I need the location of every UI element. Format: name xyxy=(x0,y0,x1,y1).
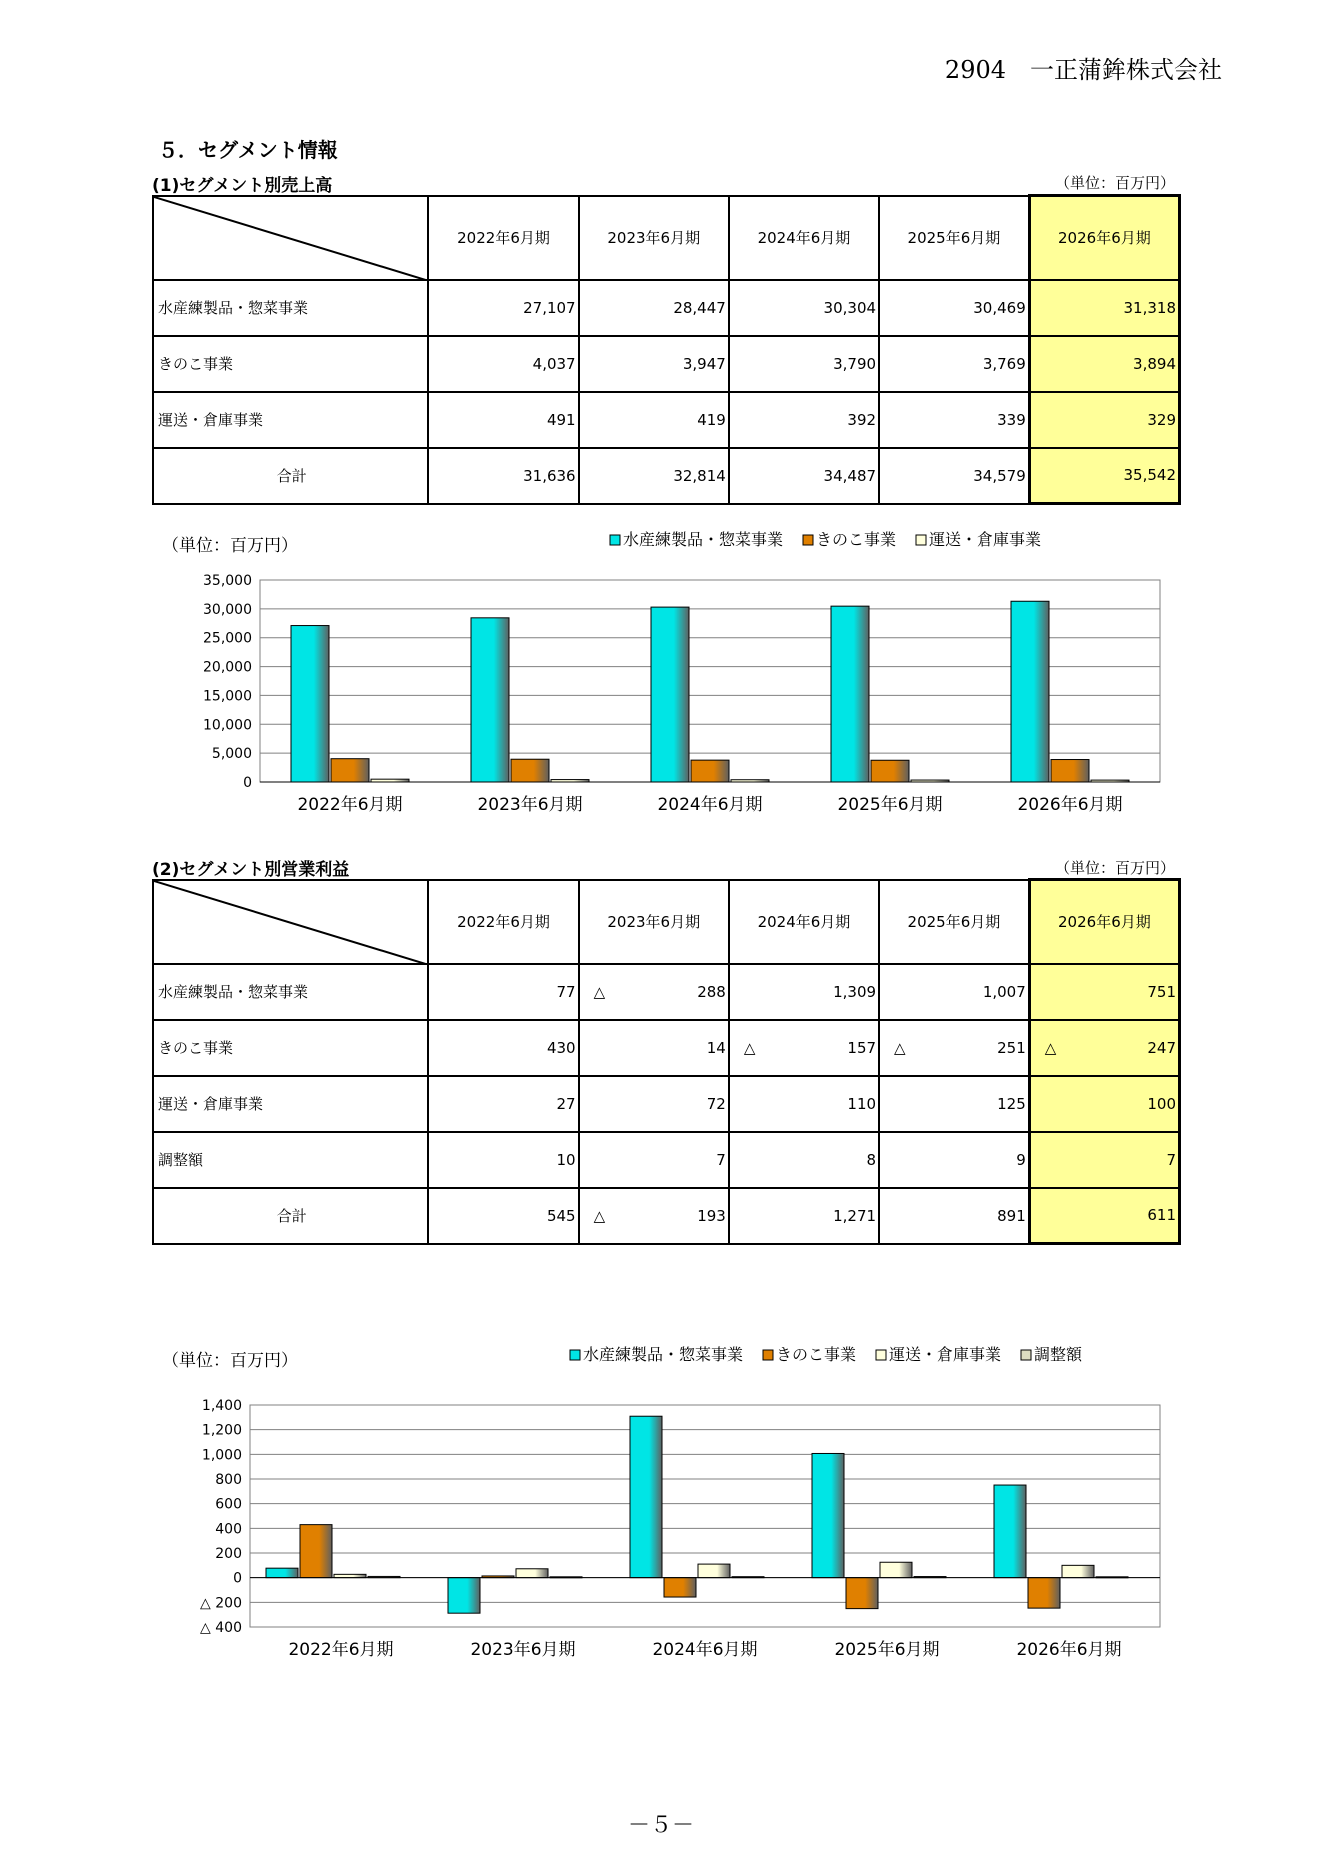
value-cell xyxy=(879,1076,1029,1132)
cell-value: 247 xyxy=(1147,1038,1176,1057)
cell-value: 31,318 xyxy=(1123,298,1176,317)
value-cell xyxy=(579,1076,729,1132)
value-cell xyxy=(729,1132,879,1188)
cell-value: 7 xyxy=(716,1150,726,1169)
cell-value: 28,447 xyxy=(673,298,726,317)
value-cell xyxy=(729,964,879,1020)
legend-swatch xyxy=(763,1350,773,1360)
y-tick-label: 600 xyxy=(215,1496,242,1513)
value-cell xyxy=(879,336,1029,392)
cell-value: 110 xyxy=(847,1094,877,1113)
cell-value: 3,790 xyxy=(833,354,877,373)
value-cell xyxy=(579,392,729,448)
bar xyxy=(831,606,869,782)
cell-value: 392 xyxy=(847,410,877,429)
cell-value: 10 xyxy=(556,1150,576,1169)
legend-label: 水産練製品・惣菜事業 xyxy=(623,530,784,549)
legend-label: 水産練製品・惣菜事業 xyxy=(583,1345,744,1364)
table-row xyxy=(153,448,1180,504)
corner-cell xyxy=(153,196,428,280)
y-tick-label: 5,000 xyxy=(211,746,252,763)
x-category-label: 2023年6月期 xyxy=(470,1640,576,1660)
value-cell xyxy=(729,392,879,448)
profit-unit-note: （単位：百万円） xyxy=(1055,859,1176,877)
diagonal-line xyxy=(154,197,428,280)
bar xyxy=(511,759,549,782)
value-cell xyxy=(579,1020,729,1076)
table-row xyxy=(153,392,1180,448)
section-title: ５．セグメント情報 xyxy=(158,138,338,162)
cell-value: 339 xyxy=(997,410,1026,429)
negative-marker: △ xyxy=(1044,1038,1057,1057)
value-cell xyxy=(428,336,578,392)
bar xyxy=(516,1569,548,1578)
bar xyxy=(651,607,689,782)
sales-unit-note: （単位：百万円） xyxy=(1055,174,1176,192)
bar xyxy=(871,760,909,782)
column-header: 2023年6月期 xyxy=(579,196,729,280)
legend-label: きのこ事業 xyxy=(816,530,897,549)
value-cell xyxy=(879,392,1029,448)
cell-value: 1,007 xyxy=(982,982,1026,1001)
value-cell xyxy=(579,448,729,504)
row-label: きのこ事業 xyxy=(153,1020,428,1076)
diagonal-line xyxy=(154,881,428,964)
value-cell xyxy=(428,448,578,504)
negative-marker: △ xyxy=(593,982,606,1001)
table-row xyxy=(153,1132,1180,1188)
profit-table-title: (2)セグメント別営業利益 xyxy=(152,860,350,880)
bar xyxy=(630,1416,662,1577)
cell-value: 35,542 xyxy=(1123,466,1176,485)
value-cell xyxy=(879,1020,1029,1076)
row-label: 水産練製品・惣菜事業 xyxy=(153,964,428,1020)
value-cell xyxy=(879,280,1029,336)
cell-value: 329 xyxy=(1147,410,1176,429)
value-cell xyxy=(579,1132,729,1188)
cell-value: 34,487 xyxy=(823,466,877,485)
value-cell xyxy=(428,1132,578,1188)
x-category-label: 2022年6月期 xyxy=(297,795,403,815)
column-header: 2025年6月期 xyxy=(879,196,1029,280)
bar xyxy=(1011,601,1049,782)
value-cell xyxy=(1029,1076,1179,1132)
column-header: 2022年6月期 xyxy=(428,196,578,280)
value-cell xyxy=(729,336,879,392)
cell-value: 77 xyxy=(556,982,576,1001)
value-cell xyxy=(1029,448,1179,504)
chart-unit-label: （単位：百万円） xyxy=(162,1351,298,1371)
x-category-label: 2024年6月期 xyxy=(652,1640,758,1660)
cell-value: 30,469 xyxy=(973,298,1026,317)
x-category-label: 2022年6月期 xyxy=(288,1640,394,1660)
x-category-label: 2026年6月期 xyxy=(1016,1640,1122,1660)
y-tick-label: 15,000 xyxy=(203,688,252,705)
bar xyxy=(698,1564,730,1578)
cell-value: 7 xyxy=(1166,1150,1176,1169)
profit-table xyxy=(152,878,1181,1245)
y-tick-label: 400 xyxy=(215,1521,242,1538)
value-cell xyxy=(428,1076,578,1132)
y-tick-label: 0 xyxy=(243,775,252,791)
y-tick-label: 35,000 xyxy=(203,573,252,589)
value-cell xyxy=(879,964,1029,1020)
legend-label: きのこ事業 xyxy=(776,1345,857,1364)
cell-value: 545 xyxy=(546,1206,576,1225)
value-cell xyxy=(579,1188,729,1244)
x-category-label: 2025年6月期 xyxy=(837,795,943,815)
y-tick-label: 1,400 xyxy=(201,1398,242,1414)
table-row xyxy=(153,1188,1180,1244)
cell-value: 8 xyxy=(866,1150,877,1169)
value-cell xyxy=(579,964,729,1020)
value-cell xyxy=(1029,1132,1179,1188)
cell-value: 27 xyxy=(556,1094,576,1113)
y-tick-label: 20,000 xyxy=(203,659,252,676)
y-tick-label: 800 xyxy=(215,1472,242,1488)
cell-value: 100 xyxy=(1147,1094,1176,1113)
column-header: 2025年6月期 xyxy=(879,880,1029,964)
y-tick-label: 1,000 xyxy=(201,1447,242,1464)
cell-value: 4,037 xyxy=(532,354,576,373)
y-tick-label: 10,000 xyxy=(203,717,252,734)
y-tick-label: 25,000 xyxy=(203,630,252,647)
bar xyxy=(812,1453,844,1577)
legend-swatch xyxy=(916,535,926,545)
cell-value: 3,894 xyxy=(1133,354,1176,373)
y-tick-label: 200 xyxy=(215,1546,242,1562)
cell-value: 27,107 xyxy=(523,298,576,317)
row-label: 運送・倉庫事業 xyxy=(153,392,428,448)
cell-value: 72 xyxy=(706,1094,726,1113)
legend-swatch xyxy=(803,535,813,545)
cell-value: 430 xyxy=(546,1038,576,1057)
cell-value: 3,769 xyxy=(982,354,1026,373)
cell-value: 125 xyxy=(997,1094,1026,1113)
table-row xyxy=(153,280,1180,336)
value-cell xyxy=(879,1188,1029,1244)
chart-unit-label: （単位：百万円） xyxy=(162,536,298,556)
value-cell xyxy=(729,448,879,504)
cell-value: 32,814 xyxy=(673,466,726,485)
bar xyxy=(846,1578,878,1609)
x-category-label: 2024年6月期 xyxy=(657,795,763,815)
legend-swatch xyxy=(1021,1350,1031,1360)
bar xyxy=(331,759,369,782)
negative-marker: △ xyxy=(593,1206,606,1225)
bar xyxy=(266,1568,298,1577)
value-cell xyxy=(1029,964,1179,1020)
row-label: 水産練製品・惣菜事業 xyxy=(153,280,428,336)
column-header: 2024年6月期 xyxy=(729,196,879,280)
cell-value: 31,636 xyxy=(523,466,576,485)
value-cell xyxy=(729,280,879,336)
cell-value: 157 xyxy=(847,1038,877,1057)
value-cell xyxy=(1029,1020,1179,1076)
value-cell xyxy=(1029,1188,1179,1244)
cell-value: 751 xyxy=(1147,982,1176,1001)
legend-label: 運送・倉庫事業 xyxy=(889,1345,1002,1364)
value-cell xyxy=(579,336,729,392)
y-tick-label: 30,000 xyxy=(203,601,252,618)
x-category-label: 2026年6月期 xyxy=(1017,795,1123,815)
column-header: 2026年6月期 xyxy=(1029,196,1179,280)
value-cell xyxy=(879,448,1029,504)
sales-chart xyxy=(150,525,1180,825)
bar xyxy=(880,1562,912,1577)
bar xyxy=(300,1525,332,1578)
bar xyxy=(291,626,329,782)
legend-label: 調整額 xyxy=(1034,1345,1083,1364)
company-header: 2904 一正蒲鉾株式会社 xyxy=(944,56,1222,84)
cell-value: 611 xyxy=(1147,1206,1176,1225)
cell-value: 288 xyxy=(697,982,726,1001)
cell-value: 9 xyxy=(1016,1150,1026,1169)
cell-value: 491 xyxy=(546,410,576,429)
value-cell xyxy=(428,280,578,336)
y-tick-label: 0 xyxy=(233,1570,242,1587)
cell-value: 30,304 xyxy=(823,298,877,317)
cell-value: 1,309 xyxy=(833,982,877,1001)
value-cell xyxy=(428,964,578,1020)
value-cell xyxy=(428,1188,578,1244)
bar xyxy=(1051,760,1089,782)
legend-swatch xyxy=(610,535,620,545)
cell-value: 1,271 xyxy=(833,1206,877,1225)
value-cell xyxy=(428,392,578,448)
page-number: －５－ xyxy=(627,1813,694,1838)
row-label: きのこ事業 xyxy=(153,336,428,392)
corner-cell xyxy=(153,880,428,964)
sales-table xyxy=(152,194,1181,505)
bar xyxy=(471,618,509,782)
value-cell xyxy=(1029,392,1179,448)
row-label: 運送・倉庫事業 xyxy=(153,1076,428,1132)
column-header: 2026年6月期 xyxy=(1029,880,1179,964)
row-label: 合計 xyxy=(153,448,428,504)
bar xyxy=(1028,1578,1060,1608)
cell-value: 251 xyxy=(997,1038,1026,1057)
table-row xyxy=(153,1076,1180,1132)
column-header: 2024年6月期 xyxy=(729,880,879,964)
negative-marker: △ xyxy=(743,1038,756,1057)
table-row xyxy=(153,964,1180,1020)
bar xyxy=(691,760,729,782)
legend-label: 運送・倉庫事業 xyxy=(929,530,1042,549)
x-category-label: 2025年6月期 xyxy=(834,1640,940,1660)
value-cell xyxy=(579,280,729,336)
value-cell xyxy=(879,1132,1029,1188)
table-row xyxy=(153,336,1180,392)
cell-value: 34,579 xyxy=(973,466,1026,485)
value-cell xyxy=(1029,336,1179,392)
y-tick-label: △ 400 xyxy=(200,1620,242,1636)
row-label: 調整額 xyxy=(153,1132,428,1188)
cell-value: 419 xyxy=(697,410,726,429)
table-row xyxy=(153,1020,1180,1076)
y-tick-label: 1,200 xyxy=(201,1422,242,1439)
value-cell xyxy=(1029,280,1179,336)
cell-value: 3,947 xyxy=(682,354,726,373)
cell-value: 891 xyxy=(997,1206,1026,1225)
value-cell xyxy=(729,1020,879,1076)
value-cell xyxy=(729,1076,879,1132)
chart-svg xyxy=(150,525,1180,825)
chart-svg xyxy=(150,1340,1180,1660)
negative-marker: △ xyxy=(894,1038,906,1057)
column-header: 2022年6月期 xyxy=(428,880,578,964)
cell-value: 14 xyxy=(706,1038,726,1057)
profit-chart xyxy=(150,1340,1180,1660)
bar xyxy=(664,1578,696,1597)
cell-value: 193 xyxy=(697,1206,726,1225)
legend-swatch xyxy=(876,1350,886,1360)
sales-table-title: (1)セグメント別売上高 xyxy=(152,176,333,196)
y-tick-label: △ 200 xyxy=(200,1595,242,1612)
legend-swatch xyxy=(570,1350,580,1360)
bar xyxy=(994,1485,1026,1578)
row-label: 合計 xyxy=(153,1188,428,1244)
column-header: 2023年6月期 xyxy=(579,880,729,964)
value-cell xyxy=(428,1020,578,1076)
value-cell xyxy=(729,1188,879,1244)
x-category-label: 2023年6月期 xyxy=(477,795,583,815)
bar xyxy=(1062,1565,1094,1577)
bar xyxy=(448,1578,480,1614)
